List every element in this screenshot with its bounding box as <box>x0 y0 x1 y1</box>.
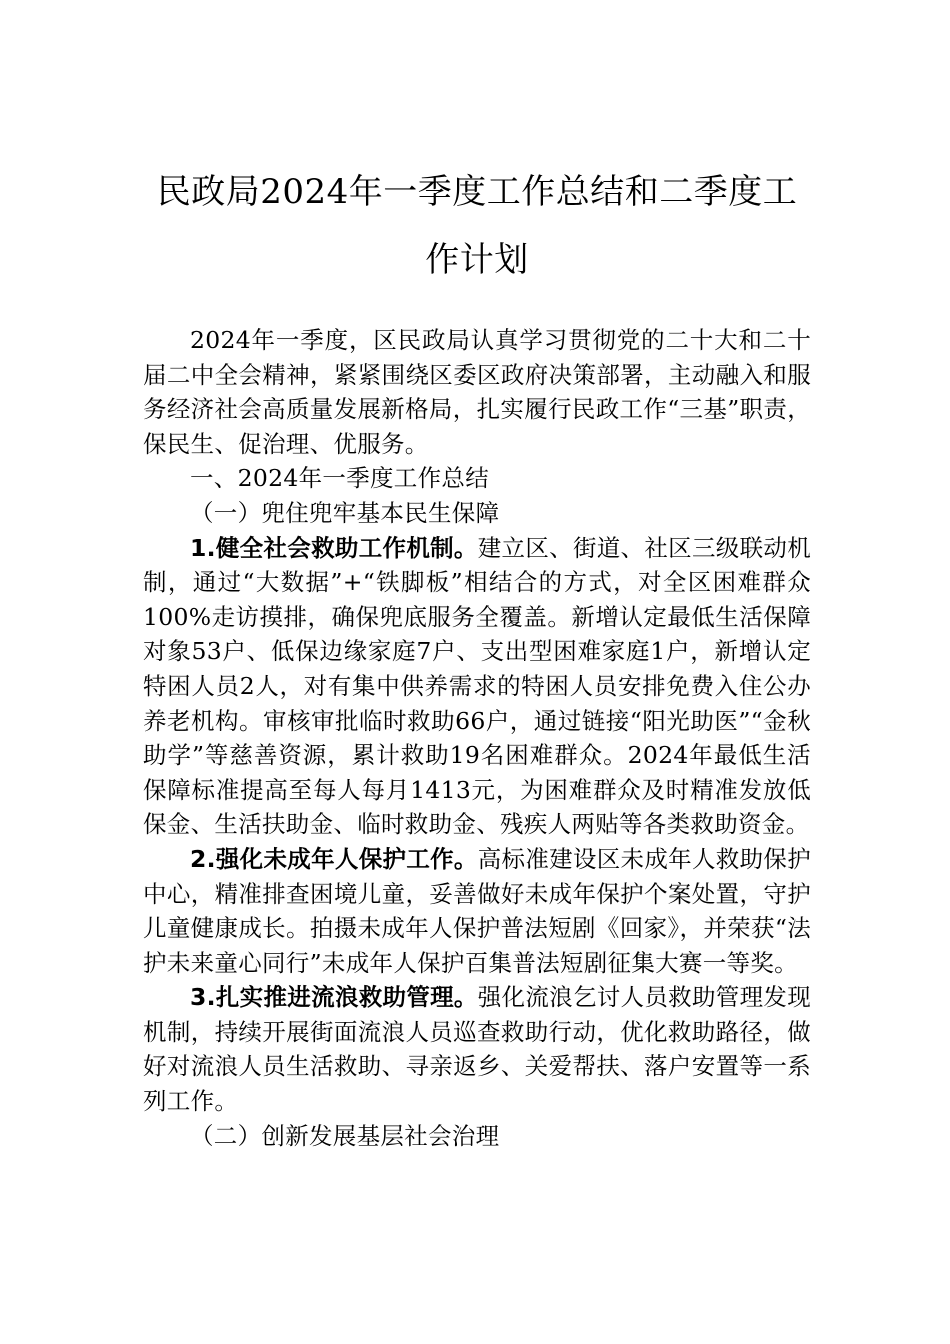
document-page <box>143 158 811 1153</box>
intro-paragraph <box>143 323 811 461</box>
intro-paragraph-text: 2024年一季度，区民政局认真学习贯彻党的二十大和二十届二中全会精神，紧紧围绕区委区政府决策部署，主动融入和服务经济社会高质量发展新格局，扎实履行民政工作“三基”职责，保民生、促治理、优服务。 <box>143 326 811 458</box>
subsection-heading-1-text: （一）兜住兜牢基本民生保障 <box>190 498 500 527</box>
item-paragraph-3-text: 强化流浪乞讨人员救助管理发现机制，持续开展街面流浪人员巡查救助行动，优化救助路径，做好对流浪人员生活救助、寻亲返乡、关爱帮扶、落户安置等一系列工作。 <box>143 983 811 1116</box>
section-heading-1-text: 一、2024年一季度工作总结 <box>190 464 490 493</box>
item-paragraph-2-lead: 2.强化未成年人保护工作。 <box>190 844 478 873</box>
item-paragraph-2-text: 高标准建设区未成年人救助保护中心，精准排查困境儿童，妥善做好未成年保护个案处置，守护儿童健康成长。拍摄未成年人保护普法短剧《回家》，并荣获“法护未来童心同行”未成年人保护百集普法短剧征集大赛一等奖。 <box>143 844 811 977</box>
item-paragraph-2 <box>143 842 811 980</box>
item-paragraph-1-text: 建立区、街道、社区三级联动机制，通过“大数据”+“铁脚板”相结合的方式，对全区困难群众100%走访摸排，确保兜底服务全覆盖。新增认定最低生活保障对象53户、低保边缘家庭7户、支出型困难家庭1户，新增认定特困人员2人，对有集中供养需求的特困人员安排免费入住公办养老机构。审核审批临时救助66户，通过链接“阳光助医”“金秋助学”等慈善资源，累计救助19名困难群众。2024年最低生活保障标准提高至每人每月1413元，为困难群众及时精准发放低保金、生活扶助金、临时救助金、残疾人两贴等各类救助资金。 <box>143 533 811 839</box>
document-title <box>143 158 811 294</box>
item-paragraph-3 <box>143 980 811 1118</box>
document-body <box>143 323 811 1153</box>
item-paragraph-1-lead: 1.健全社会救助工作机制。 <box>190 533 478 562</box>
item-paragraph-3-lead: 3.扎实推进流浪救助管理。 <box>190 983 478 1012</box>
section-heading-1 <box>143 461 811 496</box>
item-paragraph-1 <box>143 531 811 842</box>
document-title-line-2: 作计划 <box>425 240 529 280</box>
subsection-heading-1 <box>143 496 811 531</box>
subsection-heading-2-text: （二）创新发展基层社会治理 <box>190 1121 500 1150</box>
document-title-line-1: 民政局2024年一季度工作总结和二季度工 <box>156 172 798 212</box>
subsection-heading-2 <box>143 1119 811 1154</box>
